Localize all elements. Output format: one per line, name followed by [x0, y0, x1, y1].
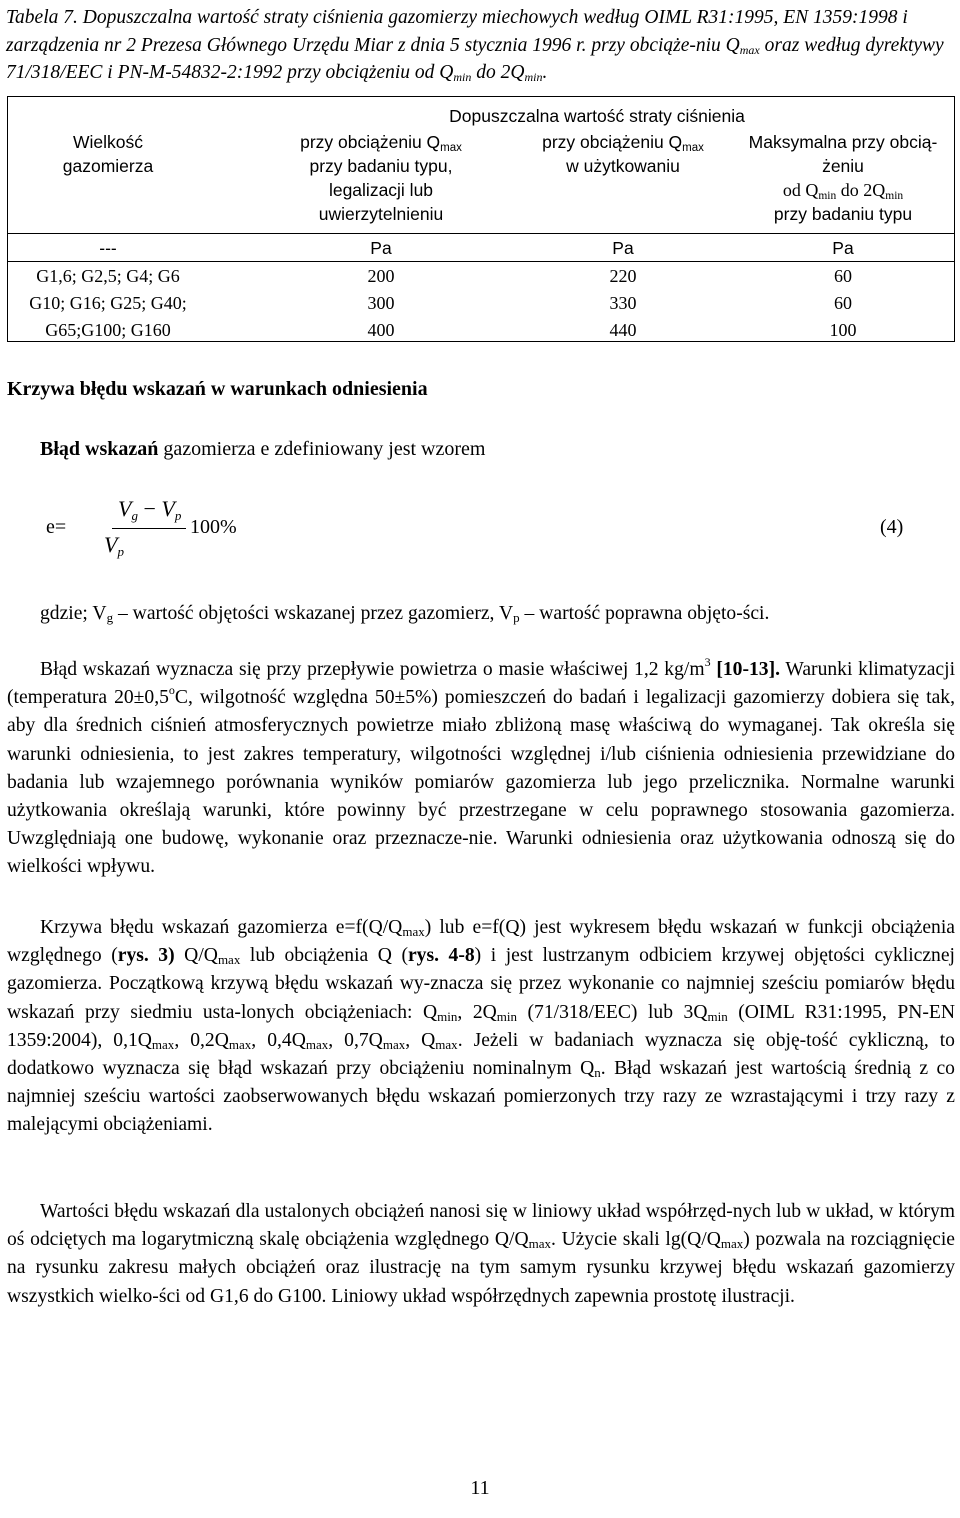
paragraph-error-curve: Krzywa błędu wskazań gazomierza $e=f(Q/Q_{max})$ lub e=f(Q) jest wykresem błędu wskazań w funkcji obciążenia względnego (rys. 3) $Q/Q_{max}$ lub obciążenia Q (rys. 4-8) i jest lustrzanym odbiciem krzywej objętości cyklicznej gazomierza. Początkową krzywą błędu wskazań wy-znacza się przez wykonanie co najmniej sześciu pomiarów błędu wskazań przy siedmiu usta-lonych obciążeniach: $Q_{min}$, $2Q_{min}$ (71/318/EEC) lub $3Q_{min}$ (OIML R31:1995, PN-EN 1359:2004), $0,1Q_{max}$, $0,2Q_{max}$, $0,4Q_{max}$, $0,7Q_{max}$, $Q_{max}$. Jeżeli w badaniach wyznacza się obję-tość cykliczną, to dodatkowo wyznacza się błąd wskazań przy obciążeniu nominalnym $Q_n$. Błąd wskazań jest wartością średnią z co najmniej sześciu wartości zaobserwowanych błędu wskazań pomierzonych trzy razy ze wzrastającymi i trzy razy z malejącymi obciążeniami. — [7, 917, 956, 1136]
value-cell: 400 — [367, 320, 395, 340]
definition-line: Błąd wskazań gazomierza e zdefiniowany jest wzorem — [40, 438, 486, 460]
value-cell: 60 — [834, 266, 852, 286]
value-cell: 440 — [609, 320, 637, 340]
where-paragraph: gdzie; $V_g$ – wartość objętości wskazanej przez gazomierz, $V_p$ – wartość poprawna objęto-ści. — [40, 603, 770, 625]
header-size: Wielkość gazomierza — [62, 132, 154, 176]
size-cell: G1,6; G2,5; G4; G6 — [36, 266, 180, 286]
formula-numerator: $V_g - V_p$ — [118, 496, 182, 523]
table-divider — [8, 233, 954, 234]
value-cell: 300 — [367, 293, 395, 313]
section-heading: Krzywa błędu wskazań w warunkach odniesienia — [7, 378, 428, 400]
value-cell: 60 — [834, 293, 852, 313]
header-col-max: Maksymalna przy obcią- żeniu od $Q_{min}$ do $2Q_{min}$ przy badaniu typu — [748, 132, 938, 224]
size-cell: G65;G100; G160 — [45, 320, 171, 340]
header-col-in-use: przy obciążeniu $Q_{max}$ w użytkowaniu — [542, 132, 704, 176]
size-cell: G10; G16; G25; G40; — [29, 293, 187, 313]
table-divider — [8, 261, 954, 262]
unit-cell: Pa — [612, 238, 634, 258]
paragraph-log-scale: Wartości błędu wskazań dla ustalonych obciążeń nanosi się w liniowy układ współrzęd-nych lub w układ, w którym oś odciętych ma logarytmiczną skalę obciążenia względnego $Q/Q_{max}$. Użycie skali $\lg(Q/Q_{max})$ pozwala na rozciągnięcie na rysunku zakresu małych obciążeń oraz ilustrację na tym samym rysunku krzywej błędu wskazań gazomierzy wszystkich wielko-ści od G1,6 do G100. Liniowy układ współrzędnych zapewnia prostotę ilustracji. — [7, 1201, 955, 1307]
table-caption: Tabela 7. Dopuszczalna wartość straty ciśnienia gazomierzy miechowych według OIML R31:1995, EN 1359:1998 i zarządzenia nr 2 Prezesa Głównego Urzędu Miar z dnia 5 stycznia 1996 r. przy obciąże-niu $Q_{max}$ oraz według dyrektywy 71/318/EEC i PN-M-54832-2:1992 przy obciążeniu od $Q_{min}$ do $2Q_{min}$. — [6, 7, 944, 84]
page-number: 11 — [470, 1477, 490, 1499]
pressure-loss-table — [7, 96, 955, 342]
header-col-type-test: przy obciążeniu $Q_{max}$ przy badaniu typu, legalizacji lub uwierzytelnieniu — [300, 132, 462, 224]
formula-lhs: e= — [46, 516, 67, 538]
paragraph-reference-conditions: Błąd wskazań wyznacza się przy przepływie powietrza o masie właściwej 1,2 $kg/m^3$ [10-13]. Warunki klimatyzacji (temperatura $20\pm 0,5^oC$, wilgotność względna 50±5%) pomieszczeń do badań i legalizacji gazomierzy dobiera się tak, aby dla średnich ciśnień atmosferycznych powietrze miało zbliżoną masę właściwą do wymaganej. Tak określa się warunki odniesienia, to jest zakres temperatury, wilgotności względnej i/lub ciśnienia odniesienia przewidziane do badania lub wzajemnego porównania wyników pomiarów gazomierza lub jego przelicznika. Normalne warunki użytkowania określają warunki, które powinny być przestrzegane w celu poprawnego stosowania gazomierza. Uwzględniają one budowę, wykonanie oraz przeznacze-nie. Warunki odniesienia oraz użytkowania odnoszą się do wielkości wpływu. — [7, 655, 956, 878]
unit-cell: Pa — [832, 238, 854, 258]
value-cell: 200 — [367, 266, 395, 286]
formula-factor: 100% — [190, 516, 237, 538]
value-cell: 220 — [609, 266, 637, 286]
value-cell: 100 — [829, 320, 857, 340]
unit-cell: --- — [99, 238, 117, 258]
header-group: Dopuszczalna wartość straty ciśnienia — [449, 106, 745, 126]
unit-cell: Pa — [370, 238, 392, 258]
error-formula — [40, 490, 920, 570]
formula-denominator: $V_p$ — [104, 532, 124, 559]
fraction-bar — [112, 528, 186, 529]
equation-number: (4) — [880, 516, 904, 538]
value-cell: 330 — [609, 293, 637, 313]
